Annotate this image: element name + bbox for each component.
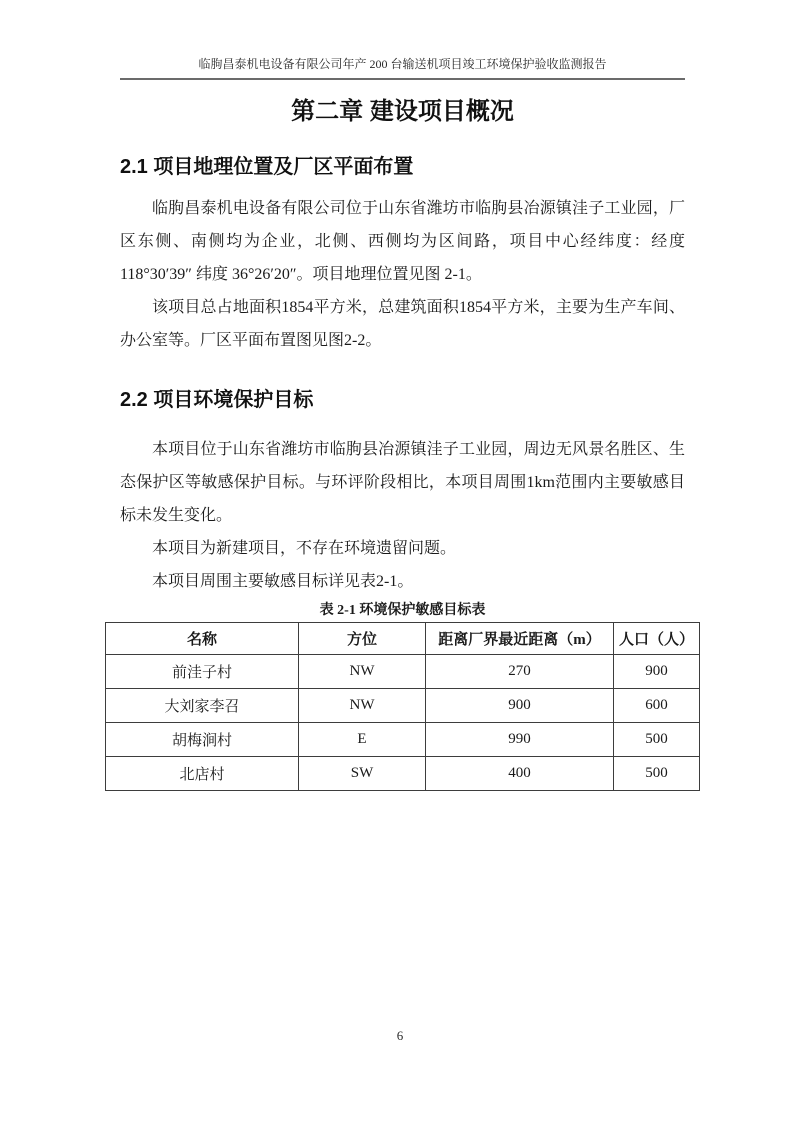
running-header: 临朐昌泰机电设备有限公司年产 200 台输送机项目竣工环境保护验收监测报告 (120, 56, 685, 80)
cell-distance: 900 (426, 689, 614, 723)
table-row (106, 689, 700, 723)
column-header-name: 名称 (106, 623, 299, 655)
sensitive-targets-table (105, 622, 700, 791)
cell-direction: E (299, 723, 426, 757)
paragraph-see-table: 本项目周围主要敏感目标详见表2-1。 (152, 573, 414, 590)
column-header-direction: 方位 (299, 623, 426, 655)
section-heading-2-1: 2.1 项目地理位置及厂区平面布置 (120, 156, 414, 178)
cell-name: 大刘家李召 (106, 689, 299, 723)
chapter-title: 第二章 建设项目概况 (291, 98, 514, 125)
page-number: 6 (396, 1028, 404, 1043)
cell-population: 500 (614, 757, 700, 791)
cell-name: 前洼子村 (106, 655, 299, 689)
table-header-row (106, 623, 700, 655)
cell-distance: 270 (426, 655, 614, 689)
paragraph-location: 临朐昌泰机电设备有限公司位于山东省潍坊市临朐县冶源镇洼子工业园，厂区东侧、南侧均为企业，北侧、西侧均为区间路，项目中心经纬度：经度 118°30′39″ 纬度 36°26′20″。项目地理位置见图 2-1。 (120, 200, 685, 283)
table-row (106, 757, 700, 791)
section-heading-2-2: 2.2 项目环境保护目标 (120, 389, 314, 411)
cell-population: 600 (614, 689, 700, 723)
cell-name: 北店村 (106, 757, 299, 791)
table-row (106, 655, 700, 689)
cell-population: 900 (614, 655, 700, 689)
cell-direction: SW (299, 757, 426, 791)
column-header-distance: 距离厂界最近距离（m） (426, 623, 614, 655)
cell-name: 胡梅涧村 (106, 723, 299, 757)
paragraph-protection-targets: 本项目位于山东省潍坊市临朐县冶源镇洼子工业园，周边无风景名胜区、生态保护区等敏感保护目标。与环评阶段相比，本项目周围1km范围内主要敏感目标未发生变化。 (120, 441, 685, 524)
cell-direction: NW (299, 689, 426, 723)
cell-distance: 400 (426, 757, 614, 791)
paragraph-area: 该项目总占地面积1854平方米，总建筑面积1854平方米，主要为生产车间、办公室等。厂区平面布置图见图2-2。 (120, 299, 685, 349)
paragraph-new-project: 本项目为新建项目，不存在环境遗留问题。 (152, 540, 457, 557)
table-caption: 表 2-1 环境保护敏感目标表 (319, 603, 486, 618)
cell-distance: 990 (426, 723, 614, 757)
table-row (106, 723, 700, 757)
cell-population: 500 (614, 723, 700, 757)
cell-direction: NW (299, 655, 426, 689)
column-header-population: 人口（人） (614, 623, 700, 655)
